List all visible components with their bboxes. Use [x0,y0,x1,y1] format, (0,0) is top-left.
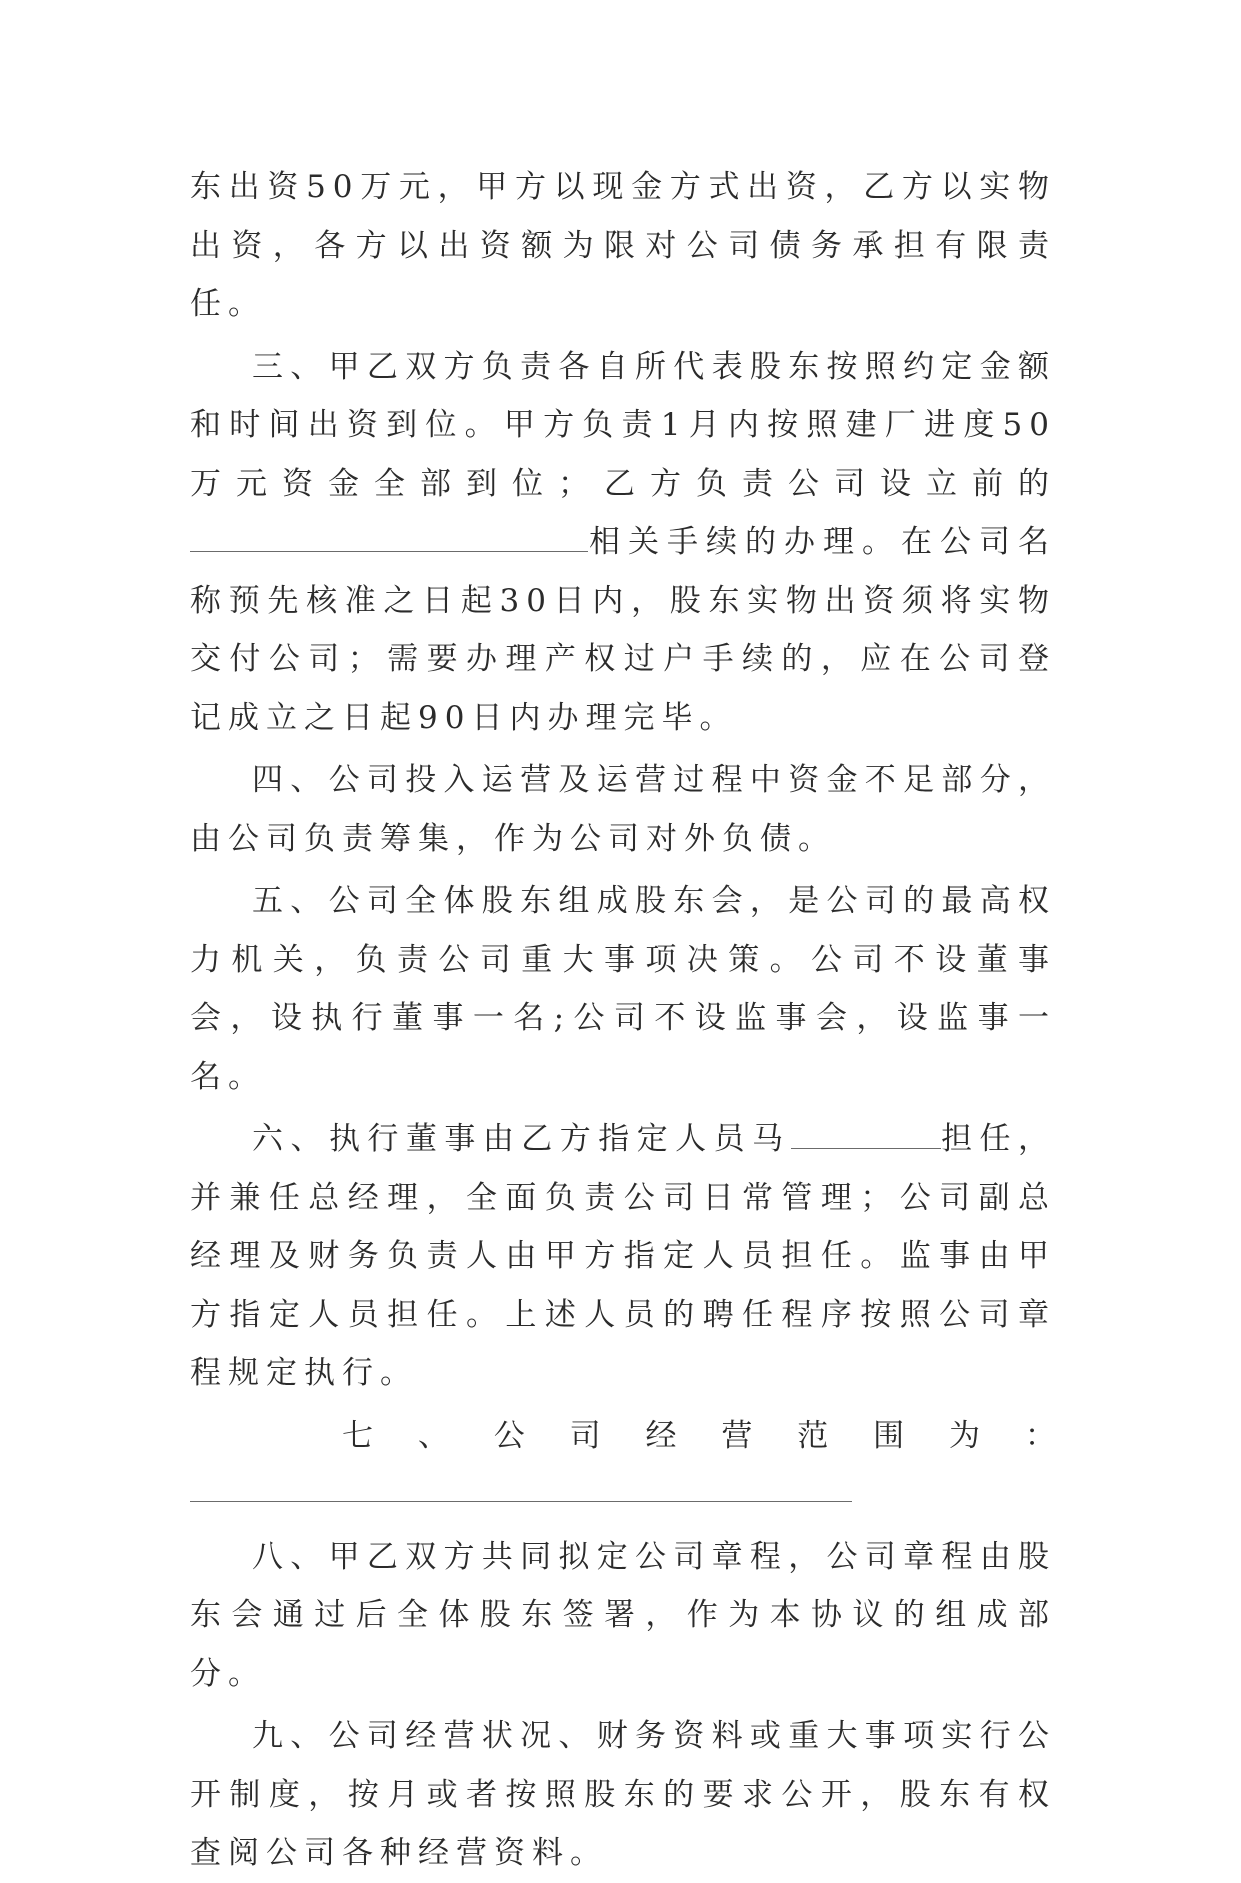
blank-fill-line [791,1122,941,1149]
paragraph-four: 四、公司投入运营及运营过程中资金不足部分，由公司负责筹集，作为公司对外负债。 [190,762,1056,857]
heading-char: 、 [417,1417,449,1454]
heading-char: 经 [645,1417,677,1454]
paragraph-five: 五、公司全体股东组成股东会，是公司的最高权力机关，负责公司重大事项决策。公司不设董事会，设执行董事一名;公司不设监事会，设监事一名。 [190,883,1056,1095]
business-scope-blank [190,1465,1056,1524]
heading-char: 围 [873,1417,905,1454]
blank-fill-line [190,525,588,552]
paragraph-six-text-a: 六、执行董事由乙方指定人员马 [252,1121,791,1157]
heading-char: ： [1024,1417,1056,1454]
paragraph-six [190,1110,1056,1403]
paragraph-three [190,338,1056,748]
paragraph-six-text-b: 担任，并兼任总经理，全面负责公司日常管理；公司副总经理及财务负责人由甲方指定人员担任。监事由甲方指定人员担任。上述人员的聘任程序按照公司章程规定执行。 [190,1121,1057,1391]
heading-char: 公 [493,1417,525,1454]
heading-char: 七 [342,1417,373,1454]
blank-fill-line [190,1501,852,1502]
heading-char: 为 [949,1417,980,1454]
heading-char: 营 [721,1417,753,1454]
heading-char: 范 [797,1417,829,1454]
paragraph-eight: 八、甲乙双方共同拟定公司章程，公司章程由股东会通过后全体股东签署，作为本协议的组成部分。 [190,1538,1056,1692]
paragraph-three-text-a: 三、甲乙双方负责各自所代表股东按照约定金额和时间出资到位。甲方负责1月内按照建厂进度50万元资金全部到位；乙方负责公司设立前的 [190,348,1056,502]
paragraph-capital-contribution: 东出资50万元，甲方以现金方式出资，乙方以实物出资，各方以出资额为限对公司债务承担有限责任。 [190,169,1056,322]
paragraph-seven-heading [190,1407,1056,1466]
paragraph-nine: 九、公司经营状况、财务资料或重大事项实行公开制度，按月或者按照股东的要求公开，股东有权查阅公司各种经营资料。 [190,1718,1056,1871]
paragraph-three-text-b: 相关手续的办理。在公司名称预先核准之日起30日内，股东实物出资须将实物交付公司；需要办理产权过户手续的，应在公司登记成立之日起90日内办理完毕。 [190,524,1056,736]
heading-char: 司 [569,1417,601,1454]
document-body [190,158,1056,1883]
